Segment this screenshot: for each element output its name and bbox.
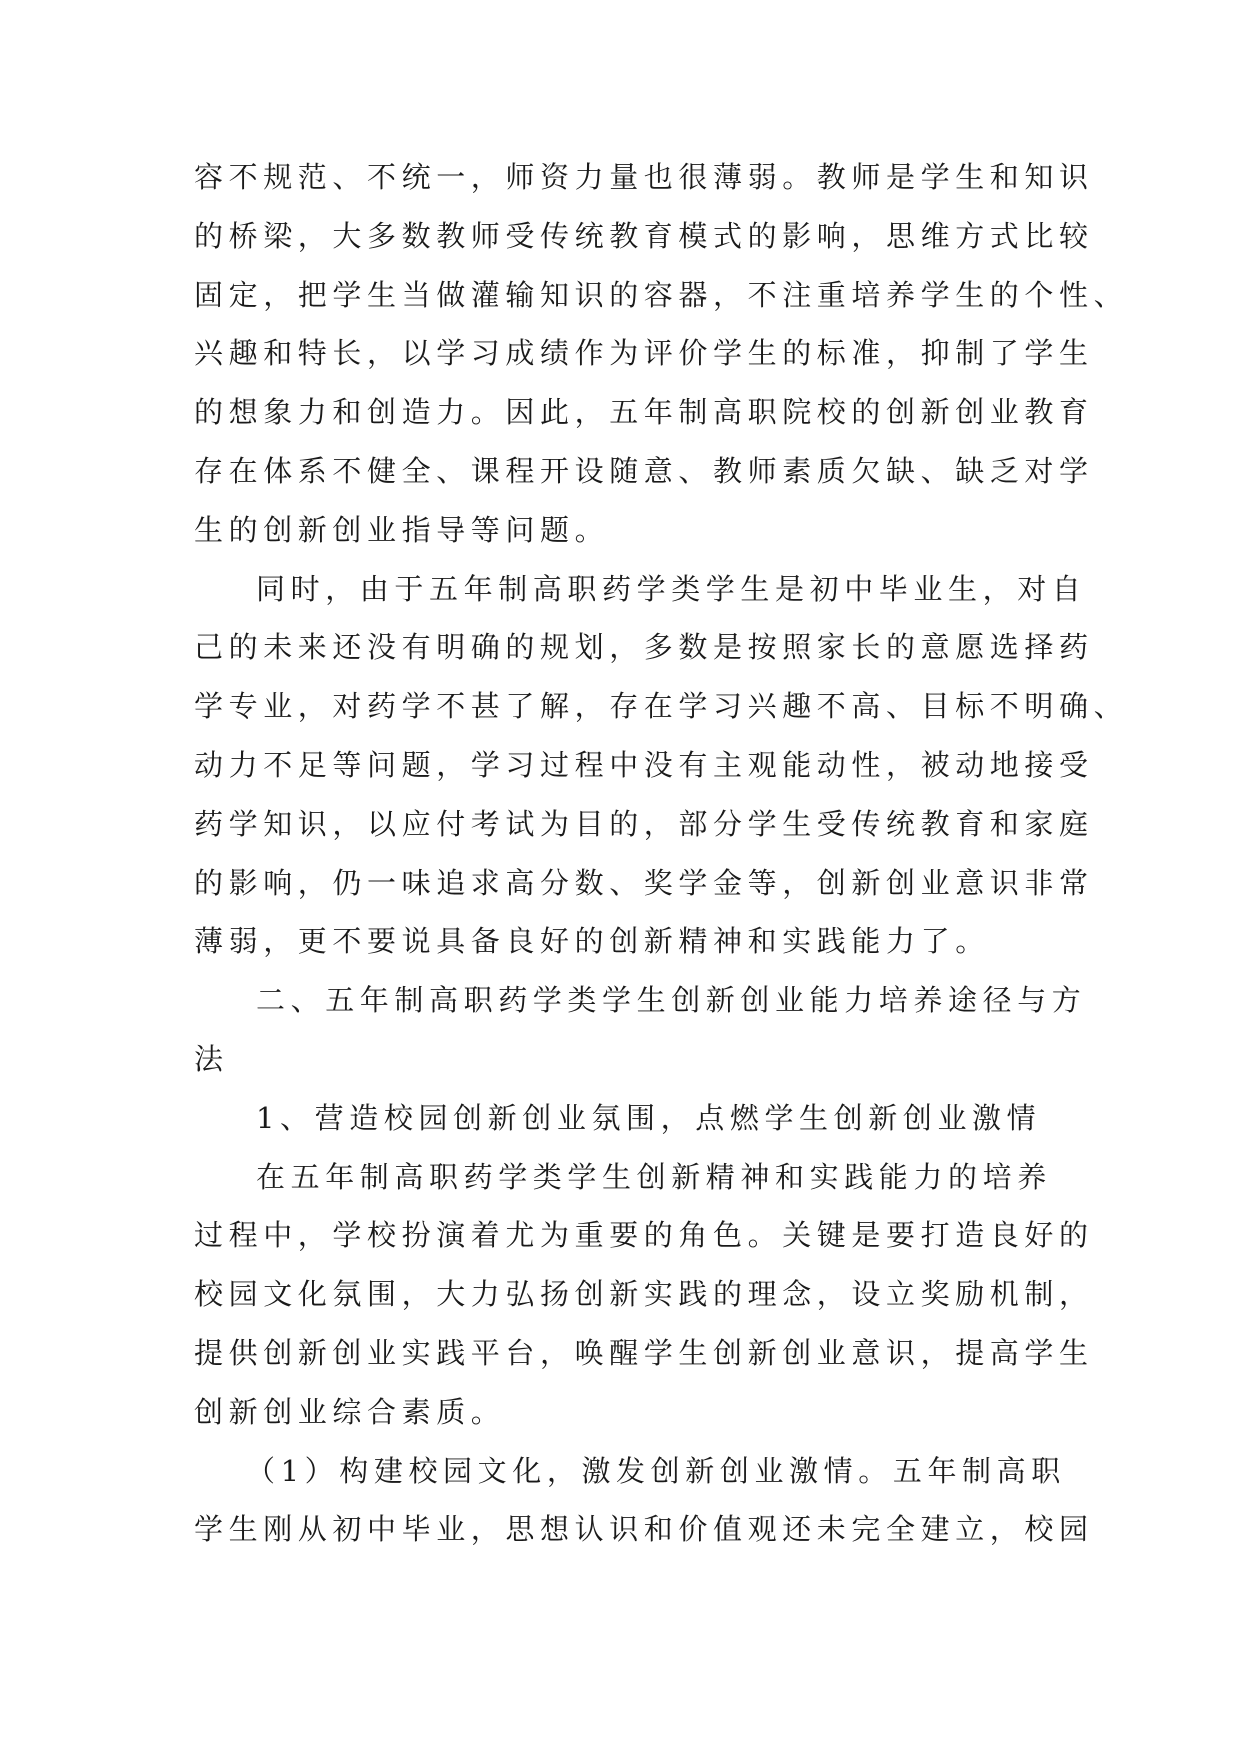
text-line: 动力不足等问题，学习过程中没有主观能动性，被动地接受	[194, 747, 1094, 782]
section-heading: 二、五年制高职药学类学生创新创业能力培养途径与方	[256, 983, 1087, 1018]
text-line: 的想象力和创造力。因此，五年制高职院校的创新创业教育	[194, 395, 1094, 430]
subsection-heading: 1、营造校园创新创业氛围，点燃学生创新创业激情	[256, 1100, 1042, 1135]
text-line: 兴趣和特长，以学习成绩作为评价学生的标准，抑制了学生	[194, 336, 1094, 371]
text-line: （1）构建校园文化，激发创新创业激情。五年制高职	[246, 1453, 1066, 1488]
text-line: 在五年制高职药学类学生创新精神和实践能力的培养	[256, 1159, 1052, 1194]
text-line: 生的创新创业指导等问题。	[194, 512, 610, 547]
text-line: 的桥梁，大多数教师受传统教育模式的影响，思维方式比较	[194, 218, 1094, 253]
text-line: 固定，把学生当做灌输知识的容器，不注重培养学生的个性、	[194, 277, 1129, 312]
text-line: 提供创新创业实践平台，唤醒学生创新创业意识，提高学生	[194, 1335, 1094, 1370]
text-line: 容不规范、不统一，师资力量也很薄弱。教师是学生和知识	[194, 160, 1094, 194]
text-line: 过程中，学校扮演着尤为重要的角色。关键是要打造良好的	[194, 1218, 1094, 1253]
text-line: 校园文化氛围，大力弘扬创新实践的理念，设立奖励机制，	[194, 1277, 1094, 1312]
text-line: 创新创业综合素质。	[194, 1394, 506, 1429]
text-line: 的影响，仍一味追求高分数、奖学金等，创新创业意识非常	[194, 865, 1094, 900]
text-line: 存在体系不健全、课程开设随意、教师素质欠缺、缺乏对学	[194, 453, 1094, 488]
text-line: 同时，由于五年制高职药学类学生是初中毕业生，对自	[256, 571, 1087, 606]
text-line: 学生刚从初中毕业，思想认识和价值观还未完全建立，校园	[194, 1512, 1094, 1547]
text-line: 药学知识，以应付考试为目的，部分学生受传统教育和家庭	[194, 806, 1094, 841]
body-text	[194, 148, 1129, 1559]
text-line: 薄弱，更不要说具备良好的创新精神和实践能力了。	[194, 924, 990, 959]
section-heading: 法	[194, 1041, 229, 1076]
text-line: 学专业，对药学不甚了解，存在学习兴趣不高、目标不明确、	[194, 689, 1129, 724]
text-line: 己的未来还没有明确的规划，多数是按照家长的意愿选择药	[194, 630, 1094, 665]
